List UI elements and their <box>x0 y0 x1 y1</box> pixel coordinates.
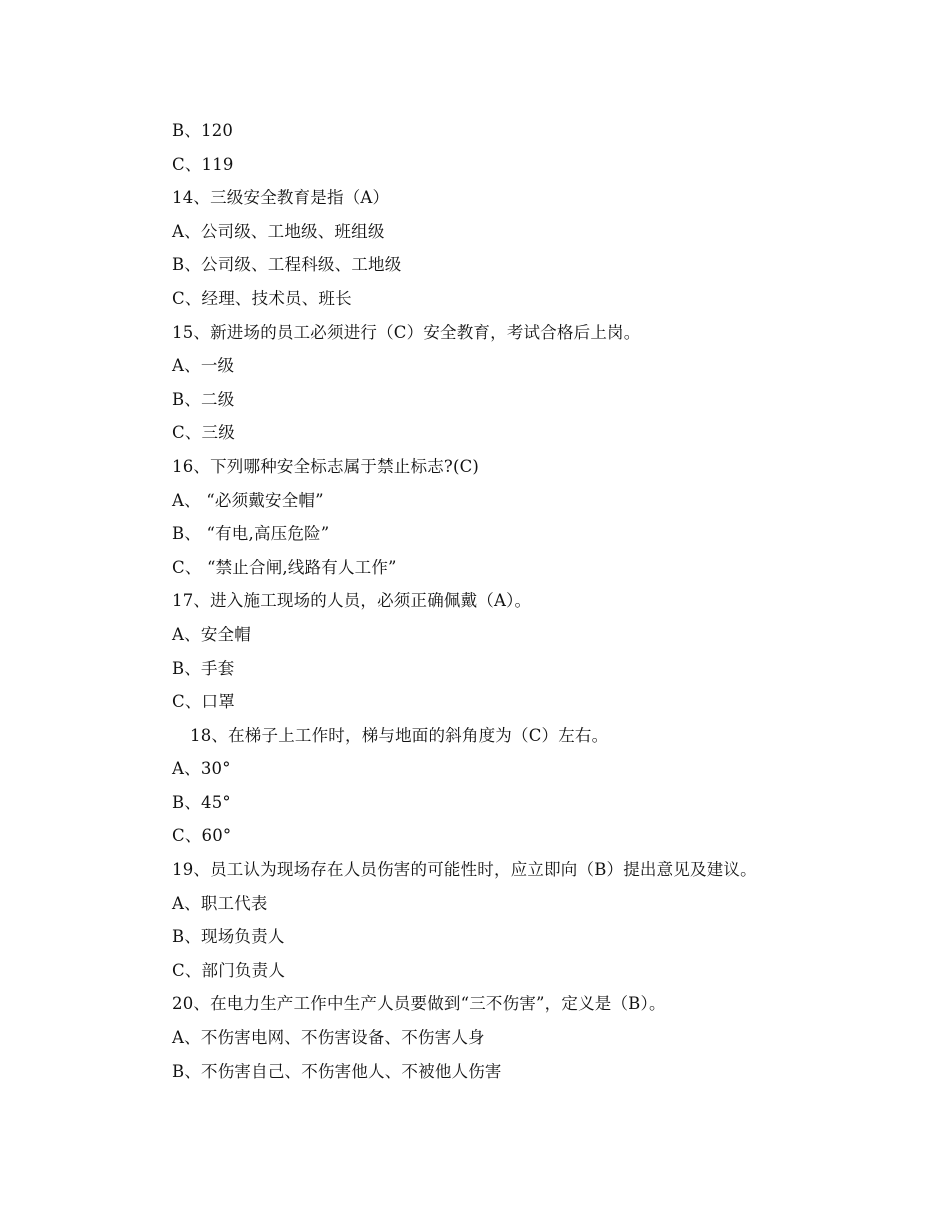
option-17-b: B、手套 <box>172 658 235 678</box>
option-19-c: C、部门负责人 <box>172 960 286 980</box>
question-18: 18、在梯子上工作时，梯与地面的斜角度为（C）左右。 <box>190 725 609 745</box>
option-16-c: C、 “禁止合闸,线路有人工作” <box>172 557 397 577</box>
option-18-c: C、60° <box>172 826 232 846</box>
option-15-a: A、一级 <box>172 356 235 376</box>
option-17-c: C、口罩 <box>172 692 235 712</box>
question-14: 14、三级安全教育是指（A） <box>172 188 390 208</box>
option-15-b: B、二级 <box>172 389 235 409</box>
option-20-b: B、不伤害自己、不伤害他人、不被他人伤害 <box>172 1061 502 1081</box>
question-15: 15、新进场的员工必须进行（C）安全教育，考试合格后上岗。 <box>172 322 641 342</box>
option-19-a: A、职工代表 <box>172 893 268 913</box>
option-14-b: B、公司级、工程科级、工地级 <box>172 255 402 275</box>
option-14-a: A、公司级、工地级、班组级 <box>172 221 385 241</box>
question-19: 19、员工认为现场存在人员伤害的可能性时，应立即向（B）提出意见及建议。 <box>172 860 757 880</box>
option-18-a: A、30° <box>172 759 231 779</box>
option-13-b: B、120 <box>172 121 234 140</box>
option-19-b: B、现场负责人 <box>172 927 285 947</box>
option-16-a: A、 “必须戴安全帽” <box>172 490 324 510</box>
option-17-a: A、安全帽 <box>172 624 251 644</box>
question-17: 17、进入施工现场的人员，必须正确佩戴（A）。 <box>172 591 532 611</box>
question-16: 16、下列哪种安全标志属于禁止标志?(C) <box>172 456 480 476</box>
option-15-c: C、三级 <box>172 423 235 443</box>
option-18-b: B、45° <box>172 792 231 812</box>
question-20: 20、在电力生产工作中生产人员要做到“三不伤害”，定义是（B）。 <box>172 994 666 1014</box>
option-16-b: B、 “有电,高压危险” <box>172 524 330 544</box>
option-13-c: C、119 <box>172 154 234 174</box>
option-14-c: C、经理、技术员、班长 <box>172 288 352 308</box>
option-20-a: A、不伤害电网、不伤害设备、不伤害人身 <box>172 1028 485 1048</box>
document-body <box>172 114 872 1088</box>
